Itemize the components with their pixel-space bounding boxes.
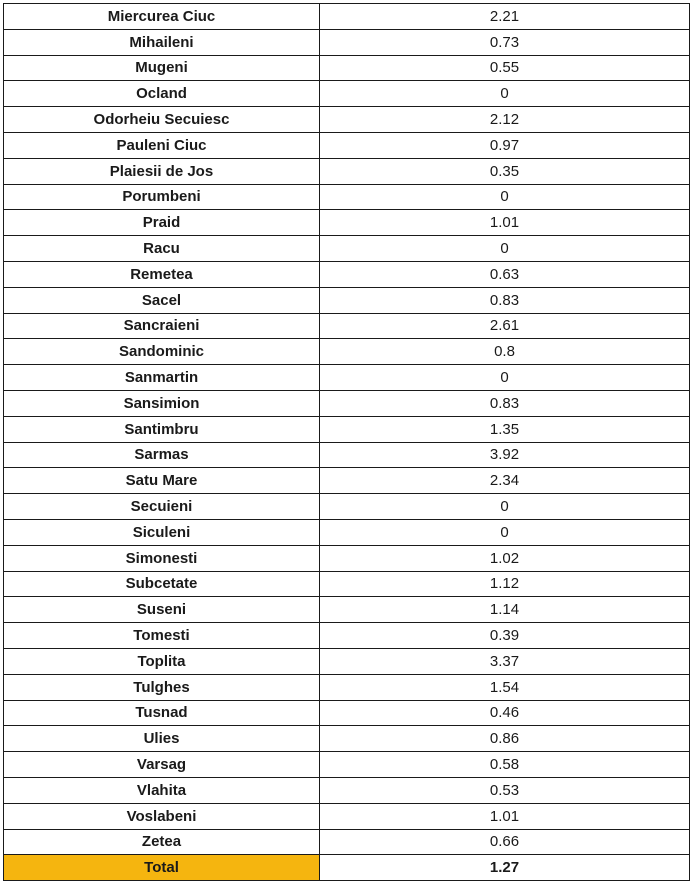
table-row bbox=[4, 287, 690, 313]
value-cell: 0.73 bbox=[320, 29, 690, 55]
value-cell: 1.12 bbox=[320, 571, 690, 597]
value-cell: 0 bbox=[320, 236, 690, 262]
locality-name-cell: Satu Mare bbox=[4, 468, 320, 494]
table-body bbox=[4, 4, 690, 881]
locality-name-cell: Varsag bbox=[4, 752, 320, 778]
value-cell: 2.21 bbox=[320, 4, 690, 30]
table-row bbox=[4, 829, 690, 855]
locality-name-cell: Tusnad bbox=[4, 700, 320, 726]
total-label-cell: Total bbox=[4, 855, 320, 881]
table-row bbox=[4, 700, 690, 726]
value-cell: 0.39 bbox=[320, 623, 690, 649]
locality-name-cell: Siculeni bbox=[4, 519, 320, 545]
value-cell: 0 bbox=[320, 519, 690, 545]
value-cell: 1.35 bbox=[320, 416, 690, 442]
locality-name-cell: Tomesti bbox=[4, 623, 320, 649]
table-row bbox=[4, 545, 690, 571]
locality-name-cell: Sarmas bbox=[4, 442, 320, 468]
table-row bbox=[4, 132, 690, 158]
table-row bbox=[4, 648, 690, 674]
locality-name-cell: Vlahita bbox=[4, 777, 320, 803]
value-cell: 0 bbox=[320, 184, 690, 210]
data-table bbox=[3, 3, 690, 881]
table-row bbox=[4, 4, 690, 30]
locality-name-cell: Plaiesii de Jos bbox=[4, 158, 320, 184]
value-cell: 0.97 bbox=[320, 132, 690, 158]
value-cell: 0.63 bbox=[320, 261, 690, 287]
value-cell: 2.12 bbox=[320, 107, 690, 133]
locality-name-cell: Zetea bbox=[4, 829, 320, 855]
locality-name-cell: Mihaileni bbox=[4, 29, 320, 55]
locality-name-cell: Voslabeni bbox=[4, 803, 320, 829]
value-cell: 0.83 bbox=[320, 287, 690, 313]
value-cell: 0 bbox=[320, 365, 690, 391]
value-cell: 0.46 bbox=[320, 700, 690, 726]
value-cell: 0.53 bbox=[320, 777, 690, 803]
table-row bbox=[4, 81, 690, 107]
locality-name-cell: Santimbru bbox=[4, 416, 320, 442]
table-row bbox=[4, 674, 690, 700]
value-cell: 0.35 bbox=[320, 158, 690, 184]
value-cell: 0.55 bbox=[320, 55, 690, 81]
table-row bbox=[4, 184, 690, 210]
value-cell: 0 bbox=[320, 494, 690, 520]
locality-name-cell: Subcetate bbox=[4, 571, 320, 597]
value-cell: 0.83 bbox=[320, 390, 690, 416]
locality-name-cell: Sanmartin bbox=[4, 365, 320, 391]
locality-name-cell: Porumbeni bbox=[4, 184, 320, 210]
table-row bbox=[4, 803, 690, 829]
locality-name-cell: Racu bbox=[4, 236, 320, 262]
value-cell: 0.58 bbox=[320, 752, 690, 778]
table-row bbox=[4, 752, 690, 778]
locality-name-cell: Praid bbox=[4, 210, 320, 236]
table-row bbox=[4, 468, 690, 494]
table-row bbox=[4, 29, 690, 55]
locality-name-cell: Tulghes bbox=[4, 674, 320, 700]
value-cell: 2.61 bbox=[320, 313, 690, 339]
value-cell: 0.86 bbox=[320, 726, 690, 752]
table-row bbox=[4, 158, 690, 184]
locality-name-cell: Secuieni bbox=[4, 494, 320, 520]
locality-name-cell: Odorheiu Secuiesc bbox=[4, 107, 320, 133]
locality-name-cell: Sancraieni bbox=[4, 313, 320, 339]
table-row bbox=[4, 261, 690, 287]
table-row bbox=[4, 416, 690, 442]
table-row bbox=[4, 442, 690, 468]
table-row bbox=[4, 210, 690, 236]
value-cell: 1.14 bbox=[320, 597, 690, 623]
total-row bbox=[4, 855, 690, 881]
locality-name-cell: Miercurea Ciuc bbox=[4, 4, 320, 30]
table-row bbox=[4, 339, 690, 365]
value-cell: 0.66 bbox=[320, 829, 690, 855]
locality-name-cell: Suseni bbox=[4, 597, 320, 623]
table-row bbox=[4, 571, 690, 597]
locality-name-cell: Pauleni Ciuc bbox=[4, 132, 320, 158]
locality-name-cell: Sacel bbox=[4, 287, 320, 313]
table-row bbox=[4, 365, 690, 391]
total-value-cell: 1.27 bbox=[320, 855, 690, 881]
table-row bbox=[4, 236, 690, 262]
value-cell: 1.54 bbox=[320, 674, 690, 700]
table-row bbox=[4, 777, 690, 803]
value-cell: 1.02 bbox=[320, 545, 690, 571]
value-cell: 2.34 bbox=[320, 468, 690, 494]
locality-name-cell: Ocland bbox=[4, 81, 320, 107]
value-cell: 0.8 bbox=[320, 339, 690, 365]
value-cell: 1.01 bbox=[320, 803, 690, 829]
table-row bbox=[4, 313, 690, 339]
locality-name-cell: Toplita bbox=[4, 648, 320, 674]
table-row bbox=[4, 726, 690, 752]
table-row bbox=[4, 597, 690, 623]
value-cell: 3.37 bbox=[320, 648, 690, 674]
locality-name-cell: Simonesti bbox=[4, 545, 320, 571]
value-cell: 0 bbox=[320, 81, 690, 107]
locality-name-cell: Sandominic bbox=[4, 339, 320, 365]
table-row bbox=[4, 519, 690, 545]
locality-name-cell: Sansimion bbox=[4, 390, 320, 416]
value-cell: 1.01 bbox=[320, 210, 690, 236]
table-row bbox=[4, 107, 690, 133]
table-row bbox=[4, 55, 690, 81]
locality-name-cell: Remetea bbox=[4, 261, 320, 287]
locality-name-cell: Mugeni bbox=[4, 55, 320, 81]
spreadsheet-view bbox=[3, 3, 689, 881]
value-cell: 3.92 bbox=[320, 442, 690, 468]
table-row bbox=[4, 494, 690, 520]
table-row bbox=[4, 390, 690, 416]
table-row bbox=[4, 623, 690, 649]
locality-name-cell: Ulies bbox=[4, 726, 320, 752]
